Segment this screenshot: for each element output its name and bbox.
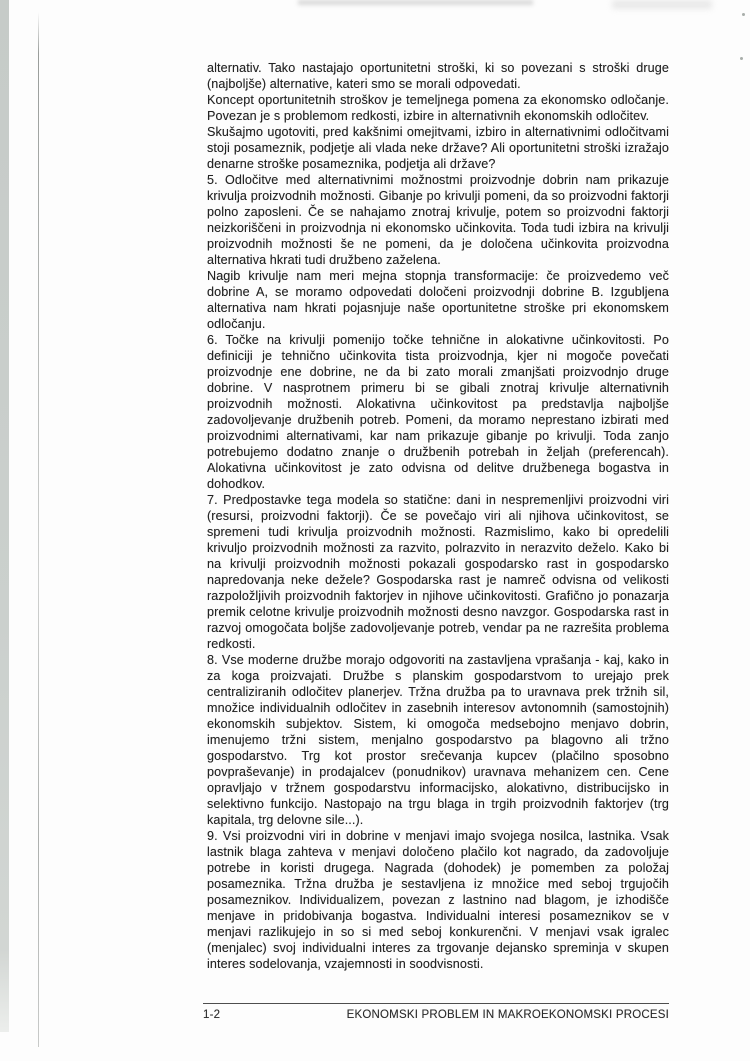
document-body [207,60,669,972]
paragraph-item-7: 7. Predpostavke tega modela so statične: dani in nespremenljivi proizvodni viri (resursi, proizvodni faktorji). Če se povečajo viri ali njihova učinkovitost, se spremeni tudi krivulja proizvodnih možnosti. Razmislimo, kako bi opredelili krivuljo proizvodnih možnosti za razvito, polrazvito in nerazvito deželo. Kako bi na krivulji proizvodnih možnosti pokazali gospodarsko rast in gospodarsko napredovanja neke dežele? Gospodarska rast je namreč odvisna od velikosti razpoložljivih proizvodnih faktorjev in njihove učinkovitosti. Grafično jo ponazarja premik celotne krivulje proizvodnih možnosti desno navzgor. Gospodarska rast in razvoj omogočata boljše zadovoljevanje potreb, vendar pa ne razrešita problema redkosti. [207,493,669,651]
scan-smudge-top-right [612,0,712,9]
paragraph: Nagib krivulje nam meri mejna stopnja transformacije: če proizvedemo več dobrine A, se moramo odpovedati določeni proizvodnji dobrine B. Izgubljena alternativa nam hkrati pojasnjuje naše oportunitetne stroške pri ekonomskem odločanju. [207,269,669,331]
paragraph: Skušajmo ugotoviti, pred kakšnimi omejitvami, izbiro in alternativnimi odločitvami stoji posameznik, podjetje ali vlada neke države? Ali oportunitetni stroški izražajo denarne stroške posameznika, podjetja ali države? [207,125,669,171]
page-footer [203,1003,669,1021]
scan-smudge-top [298,0,533,5]
paragraph-item-9: 9. Vsi proizvodni viri in dobrine v menjavi imajo svojega nosilca, lastnika. Vsak lastnik blaga zahteva v menjavi določeno plačilo kot nagrado, da zadovoljuje potrebe in koristi drugega. Nagrada (dohodek) je pomemben za položaj posameznika. Tržna družba je sestavljena iz množice med seboj trgujočih posameznikov. Individualizem, povezan z lastnino nad blagom, je izhodišče menjave in pridobivanja bogastva. Individualni interesi posameznikov se v menjavi razlikujejo in so si med seboj konkurenčni. V menjavi vsak igralec (menjalec) svoj individualni interes za trgovanje dejansko spreminja v skupen interes sodelovanja, vzajemnosti in soodvisnosti. [207,829,669,971]
scan-edge-strip [0,0,9,1032]
scan-speck [742,13,745,16]
paragraph-item-6: 6. Točke na krivulji pomenijo točke tehnične in alokativne učinkovitosti. Po definiciji je tehnično učinkovita tista proizvodnja, kjer ni mogoče povečati proizvodnje ene dobrine, ne da bi zato morali zmanjšati proizvodnjo druge dobrine. V nasprotnem primeru bi se gibali znotraj krivulje alternativnih proizvodnih možnosti. Alokativna učinkovitost pa predstavlja najboljše zadovoljevanje družbenih potreb. Pomeni, da moramo neprestano izbirati med proizvodnimi alternativami, kar nam prikazuje gibanje po krivulji. Toda zanjo potrebujemo dodatno znanje o družbenih potrebah in željah (preferencah). Alokativna učinkovitost je zato odvisna od delitve družbenega bogastva in dohodkov. [207,333,669,491]
paragraph-item-8: 8. Vse moderne družbe morajo odgovoriti na zastavljena vprašanja - kaj, kako in za koga proizvajati. Družbe s planskim gospodarstvom to urejajo prek centraliziranih odločitev planerjev. Tržna družba pa to uravnava prek tržnih sil, množice individualnih odločitev in zasebnih interesov avtonomnih (samostojnih) ekonomskih subjektov. Sistem, ki omogoča medsebojno menjavo dobrin, imenujemo tržni sistem, menjalno gospodarstvo pa blagovno ali tržno gospodarstvo. Trg kot prostor srečevanja kupcev (plačilno sposobno povpraševanje) in prodajalcev (ponudnikov) uravnava mehanizem cen. Cene opravljajo v tržnem gospodarstvu informacijsko, alokativno, distribucijsko in selektivno funkcijo. Nastopajo na trgu blaga in trgih proizvodnih faktorjev (trg kapitala, trg delovne sile...). [207,653,669,827]
paragraph-continuation: alternativ. Tako nastajajo oportunitetni stroški, ki so povezani s stroški druge (najboljše) alternative, kateri smo se morali odpovedati. [207,61,669,91]
page-fold-line [38,12,39,1047]
footer-chapter-title: EKONOMSKI PROBLEM IN MAKROEKONOMSKI PROCESI [346,1009,669,1021]
scan-speck [740,57,743,60]
page-number: 1-2 [203,1009,221,1021]
paragraph: Koncept oportunitetnih stroškov je temeljnega pomena za ekonomsko odločanje. Povezan je s problemom redkosti, izbire in alternativnih ekonomskih odločitev. [207,93,669,123]
paragraph-item-5: 5. Odločitve med alternativnimi možnostmi proizvodnje dobrin nam prikazuje krivulja proizvodnih možnosti. Gibanje po krivulji pomeni, da so proizvodni faktorji polno zaposleni. Če se nahajamo znotraj krivulje, potem so proizvodni faktorji neizkoriščeni in proizvodnja ni ekonomsko učinkovita. Toda tudi izbira na krivulji proizvodnih možnosti še ne pomeni, da je določena učinkovita proizvodna alternativa hkrati tudi družbeno zaželena. [207,173,669,267]
